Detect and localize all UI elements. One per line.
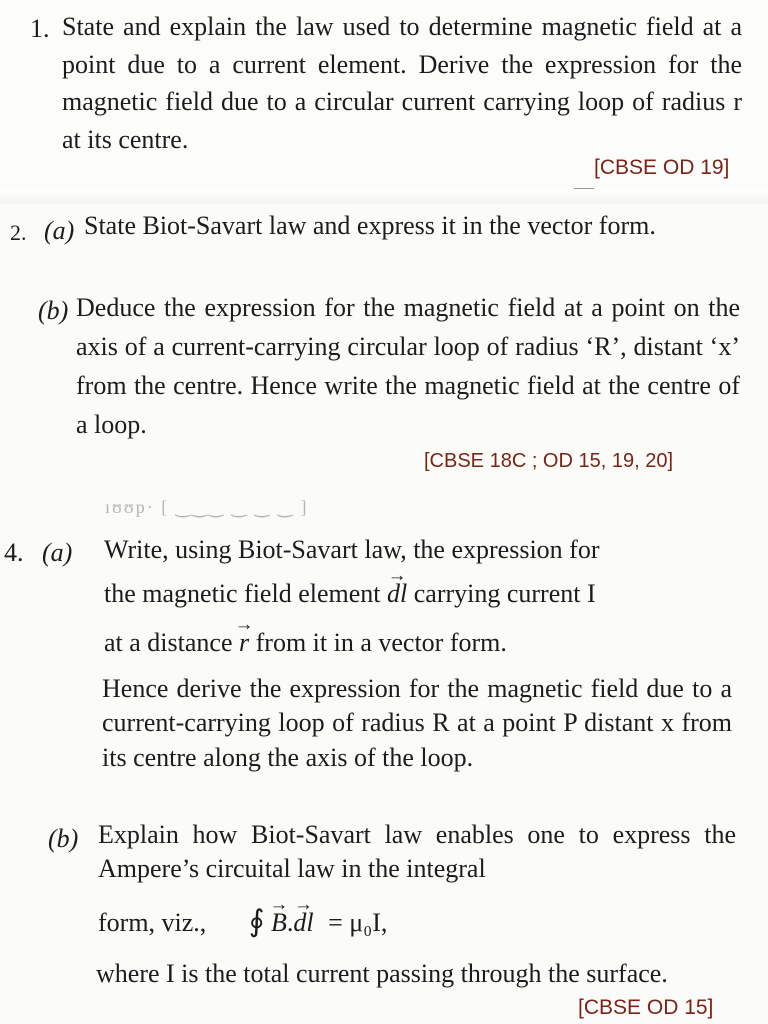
cut-gap <box>0 190 768 204</box>
question-number: 1. <box>30 14 50 43</box>
part-a-line-2-post: carrying current I <box>413 579 596 608</box>
part-a-line-3 <box>104 624 732 662</box>
part-a-line-1-text: Write, using Biot-Savart law, the expression for <box>104 535 600 564</box>
dl-vector: → dl <box>293 904 313 942</box>
source-citation: [CBSE 18C ; OD 15, 19, 20] <box>424 450 674 472</box>
integral-symbol: ∮ <box>248 905 265 938</box>
part-b-label: (b) <box>38 296 69 325</box>
part-b-label: (b) <box>48 824 79 853</box>
faded-text-artifact: ıʊʊp· [ ‿‿‿ ‿ ‿ ‿ ] <box>105 497 309 517</box>
part-a-label: (a) <box>44 216 75 245</box>
part-a-line-3-pre: at a distance <box>104 628 233 657</box>
form-viz: form, viz., <box>98 908 207 937</box>
part-b-end: where I is the total current passing through the surface. <box>96 959 668 988</box>
r-vector: → r <box>239 624 249 662</box>
b-vector: → B <box>271 904 287 942</box>
part-a-text: State Biot-Savart law and express it in the vector form. <box>84 211 656 240</box>
part-a-line-3-post: from it in a vector form. <box>255 628 507 657</box>
source-citation: [CBSE OD 15] <box>578 996 714 1019</box>
part-a-continuation: Hence derive the expression for the magnetic field due to a current-carrying loop of radius R at a point P distant x from its centre along the axis of the loop. <box>102 674 732 772</box>
part-b-text: Explain how Biot-Savart law enables one to express the Ampere’s circuital law in the integral <box>98 820 736 884</box>
question-number: 4. <box>4 538 24 567</box>
integral-equation <box>98 900 598 944</box>
part-a-line-2 <box>104 575 732 613</box>
equation-rhs: = μ₀I, <box>328 908 388 937</box>
question-1 <box>0 0 768 190</box>
question-2 <box>0 204 768 486</box>
part-a-label: (a) <box>42 538 73 567</box>
part-a-line-1 <box>104 531 732 569</box>
part-a-line-2-pre: the magnetic field element <box>104 579 381 608</box>
source-citation: [CBSE OD 19] <box>594 156 730 179</box>
question-number: 2. <box>10 220 27 245</box>
divider <box>574 188 594 189</box>
question-text: State and explain the law used to determine magnetic field at a point due to a current element. Derive the expression for the magnetic field due to a circular current carrying loop of radius r at its centre. <box>62 12 742 155</box>
part-b-text: Deduce the expression for the magnetic field at a point on the axis of a current-carrying circular loop of radius ‘R’, distant ‘x’ from the centre. Hence write the magnetic field at the centre of a loop. <box>76 293 740 439</box>
question-4 <box>0 520 768 1024</box>
dot-operator: . <box>286 908 294 937</box>
dl-vector: → dl <box>387 575 407 613</box>
